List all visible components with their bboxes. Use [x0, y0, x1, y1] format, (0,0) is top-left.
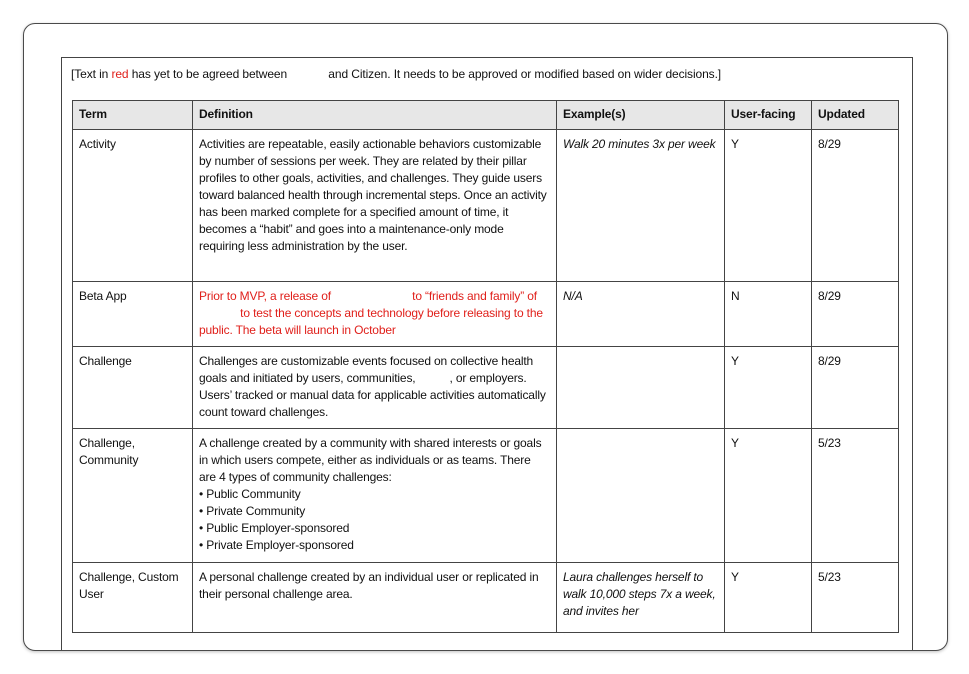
- header-term: Term: [73, 101, 193, 130]
- header-user-facing: User-facing: [725, 101, 812, 130]
- challenge-type-list: [199, 486, 550, 554]
- table-row: [73, 347, 899, 429]
- example-cell: Walk 20 minutes 3x per week: [557, 130, 725, 282]
- term-cell: Challenge, Custom User: [73, 563, 193, 633]
- updated-cell: 5/23: [812, 429, 899, 563]
- user-facing-cell: Y: [725, 429, 812, 563]
- list-item: • Public Employer-sponsored: [199, 520, 550, 537]
- note-suffix: and Citizen. It needs to be approved or modified based on wider decisions.]: [325, 67, 722, 81]
- example-cell: Laura challenges herself to walk 10,000 steps 7x a week, and invites her: [557, 563, 725, 633]
- definition-part: to test the concepts and technology before releasing to the public. The beta will launch in October: [199, 306, 543, 337]
- list-item: • Public Community: [199, 486, 550, 503]
- user-facing-cell: Y: [725, 563, 812, 633]
- term-cell: Challenge, Community: [73, 429, 193, 563]
- updated-cell: 8/29: [812, 347, 899, 429]
- definition-part: Prior to MVP, a release of: [199, 289, 331, 303]
- editorial-note: [71, 67, 721, 81]
- document-page: [61, 57, 913, 651]
- table-row: [73, 282, 899, 347]
- term-cell: Activity: [73, 130, 193, 282]
- header-updated: Updated: [812, 101, 899, 130]
- list-item: • Private Employer-sponsored: [199, 537, 550, 554]
- definition-cell: [193, 347, 557, 429]
- definition-part: Challenges are customizable events focused on collective health goals and initiated by users, communities,: [199, 354, 534, 385]
- list-item: • Private Community: [199, 503, 550, 520]
- table-row: [73, 563, 899, 633]
- definition-cell: Activities are repeatable, easily actionable behaviors customizable by number of sessions per week. They are related by their pillar profiles to other goals, activities, and challenges. They guide users toward balanced health through incremental steps. Once an activity has been marked complete for a specified amount of time, it becomes a “habit” and goes into a maintenance-only mode requiring less administration by the user.: [193, 130, 557, 282]
- user-facing-cell: Y: [725, 130, 812, 282]
- definition-part: , or employers. Users’ tracked or manual data for applicable activities automatically count toward challenges.: [199, 371, 546, 419]
- screenshot-frame: [23, 23, 948, 651]
- header-examples: Example(s): [557, 101, 725, 130]
- note-red-word: red: [111, 67, 129, 81]
- updated-cell: 5/23: [812, 563, 899, 633]
- definition-cell: [193, 282, 557, 347]
- table-row: [73, 130, 899, 282]
- glossary-table: [72, 100, 899, 633]
- table-row: [73, 429, 899, 563]
- definition-cell: [193, 429, 557, 563]
- updated-cell: 8/29: [812, 282, 899, 347]
- definition-part: to “friends and family” of: [408, 289, 537, 303]
- header-definition: Definition: [193, 101, 557, 130]
- example-cell: [557, 347, 725, 429]
- term-cell: Beta App: [73, 282, 193, 347]
- note-middle: has yet to be agreed between: [128, 67, 288, 81]
- example-cell: N/A: [557, 282, 725, 347]
- user-facing-cell: N: [725, 282, 812, 347]
- table-header-row: [73, 101, 899, 130]
- example-cell: [557, 429, 725, 563]
- updated-cell: 8/29: [812, 130, 899, 282]
- term-cell: Challenge: [73, 347, 193, 429]
- definition-cell: A personal challenge created by an individual user or replicated in their personal challenge area.: [193, 563, 557, 633]
- user-facing-cell: Y: [725, 347, 812, 429]
- definition-text: A challenge created by a community with shared interests or goals in which users compete, either as individuals or as teams. There are 4 types of community challenges:: [199, 436, 542, 484]
- note-prefix: [Text in: [71, 67, 112, 81]
